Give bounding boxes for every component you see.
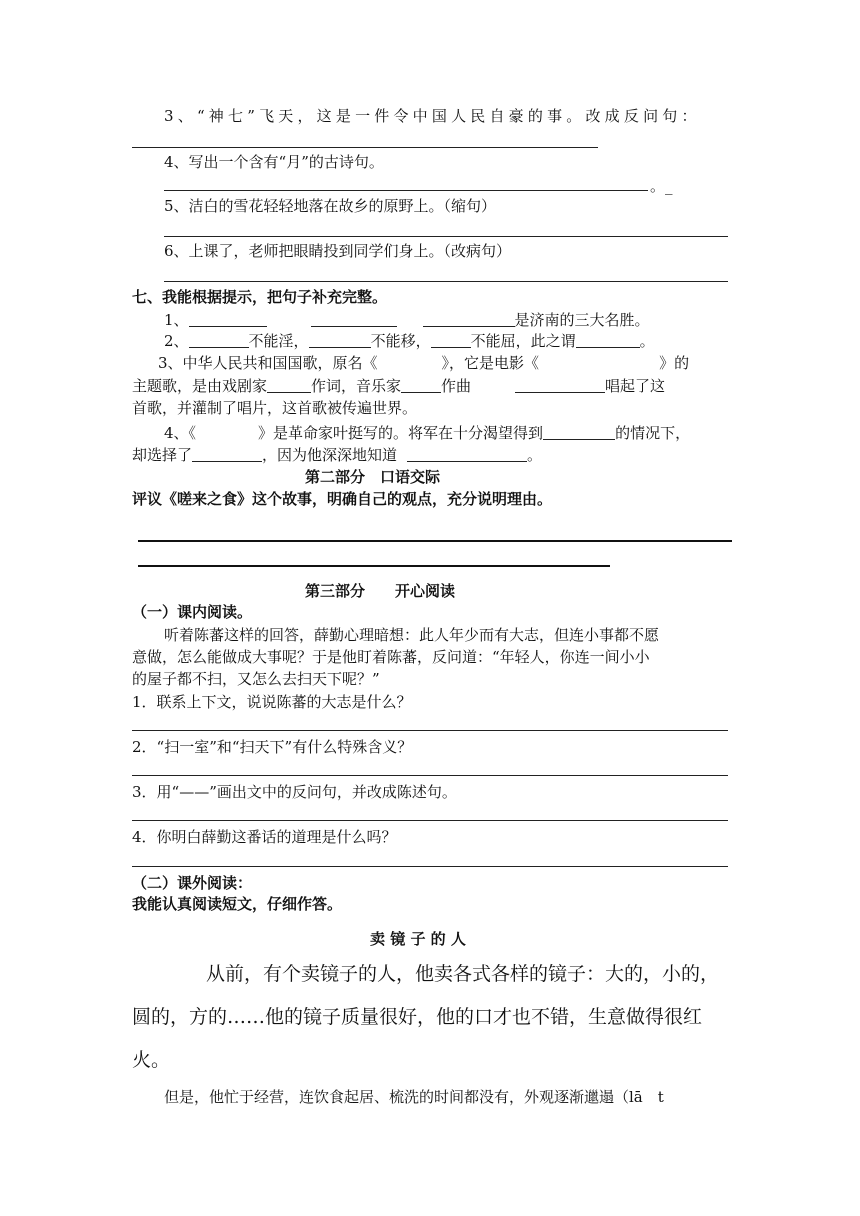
s4-line2-end: 。: [527, 446, 543, 464]
s2-text-c: 不能屈，此之谓: [470, 332, 576, 350]
s4-line2-a: 却选择了: [132, 446, 193, 464]
blank-2d[interactable]: [576, 333, 640, 348]
reading-1-para-line-1: 听着陈蕃这样的回答，薛勤心理暗想：此人年少而有大志，但连小事都不愿: [164, 626, 660, 644]
story-line-3: 火。: [132, 1049, 171, 1071]
s2-number: 2、: [164, 332, 189, 350]
reading-1-heading: （一）课内阅读。: [132, 603, 253, 621]
reading-question-2: 2．“扫一室”和“扫天下”有什么特殊含义？: [132, 738, 413, 756]
section-7-heading: 七、我能根据提示，把句子补充完整。: [132, 288, 388, 306]
s4-text-a: 4、《: [164, 424, 197, 442]
part-2-title: 第二部分 口语交际: [305, 468, 441, 486]
s3-text-b: 》，它是电影《: [441, 354, 540, 372]
blank-3c[interactable]: [267, 378, 311, 393]
section-7-sentence-3-line-2: [132, 376, 665, 396]
answer-line-part2-2[interactable]: [138, 565, 610, 567]
blank-4d[interactable]: [407, 447, 527, 462]
section-7-sentence-3: [158, 353, 689, 373]
blank-2c[interactable]: [431, 333, 471, 348]
blank-4c[interactable]: [192, 447, 262, 462]
section-7-sentence-4-line-2: [132, 445, 542, 465]
s4-text-b: 》是革命家叶挺写的。将军在十分渴望得到: [258, 424, 544, 442]
answer-line-q4[interactable]: [164, 190, 648, 191]
s3-line2-d: 唱起了这: [605, 377, 666, 395]
reading-question-1: 1．联系上下文，说说陈蕃的大志是什么？: [132, 693, 412, 711]
s2-end: 。: [639, 332, 655, 350]
part-3-title: 第三部分 开心阅读: [305, 582, 456, 600]
answer-line-rq3[interactable]: [132, 820, 728, 821]
reading-1-para-line-2: 意做，怎么能做成大事呢？于是他盯着陈蕃，反问道：“年轻人，你连一间小小: [132, 648, 650, 666]
s4-line2-b: ，因为他深深地知道: [262, 446, 398, 464]
answer-line-rq4[interactable]: [132, 866, 728, 867]
reading-2-heading: （二）课外阅读：: [132, 874, 253, 892]
section-7-sentence-1: [164, 310, 650, 330]
answer-line-q5[interactable]: [164, 236, 728, 237]
question-6: 6、上课了，老师把眼睛投到同学们身上。（改病句）: [164, 242, 512, 260]
reading-2-instruction: 我能认真阅读短文，仔细作答。: [132, 895, 343, 913]
question-4-end: 。_: [650, 177, 673, 195]
s3-text-c: 》的: [659, 354, 690, 372]
section-7-sentence-2: [164, 331, 655, 351]
story-line-1: 从前，有个卖镜子的人，他卖各式各样的镜子：大的，小的，: [206, 963, 720, 985]
story-line-2: 圆的，方的……他的镜子质量很好，他的口才也不错，生意做得很红: [132, 1006, 703, 1028]
s3-text-a: 3、中华人民共和国国歌，原名《: [158, 354, 378, 372]
question-4: 4、写出一个含有“月”的古诗句。: [164, 153, 384, 171]
s1-end: 是济南的三大名胜。: [514, 311, 650, 329]
reading-question-3: 3．用“——”画出文中的反问句，并改成陈述句。: [132, 783, 457, 801]
blank-2a[interactable]: [189, 333, 249, 348]
s3-line2-b: 作词，音乐家: [311, 377, 402, 395]
s2-text-a: 不能淫，: [248, 332, 309, 350]
question-3: 3、“神七”飞天，这是一件令中国人民自豪的事。改成反问句：: [164, 107, 701, 125]
s4-text-c: 的情况下，: [615, 424, 691, 442]
story-line-4: 但是，他忙于经营，连饮食起居、梳洗的时间都没有，外观逐渐邋遢（lā t: [164, 1088, 664, 1106]
s3-line2-c: 作曲: [441, 377, 472, 395]
answer-line-rq1[interactable]: [132, 730, 728, 731]
blank-1a[interactable]: [189, 312, 267, 327]
s3-line2-a: 主题歌，是由戏剧家: [132, 377, 268, 395]
answer-line-q6[interactable]: [164, 281, 728, 282]
blank-1c[interactable]: [423, 312, 515, 327]
blank-2b[interactable]: [309, 333, 371, 348]
s2-text-b: 不能移，: [370, 332, 431, 350]
answer-line-q3[interactable]: [132, 147, 598, 148]
reading-question-4: 4．你明白薛勤这番话的道理是什么吗？: [132, 828, 397, 846]
blank-1b[interactable]: [311, 312, 397, 327]
blank-3e[interactable]: [515, 378, 605, 393]
blank-3d[interactable]: [401, 378, 441, 393]
reading-1-para-line-3: 的屋子都不扫，又怎么去扫天下呢？”: [132, 670, 380, 688]
blank-4b[interactable]: [543, 425, 615, 440]
part-2-prompt: 评议《嗟来之食》这个故事，明确自己的观点，充分说明理由。: [132, 490, 553, 508]
s1-number: 1、: [164, 311, 189, 329]
section-7-sentence-3-line-3: 首歌，并灌制了唱片，这首歌被传遍世界。: [132, 399, 418, 417]
question-5: 5、洁白的雪花轻轻地落在故乡的原野上。（缩句）: [164, 197, 497, 215]
section-7-sentence-4: [164, 423, 690, 443]
answer-line-rq2[interactable]: [132, 775, 728, 776]
answer-line-part2-1[interactable]: [138, 540, 732, 542]
story-title: 卖 镜 子 的 人: [370, 930, 466, 948]
